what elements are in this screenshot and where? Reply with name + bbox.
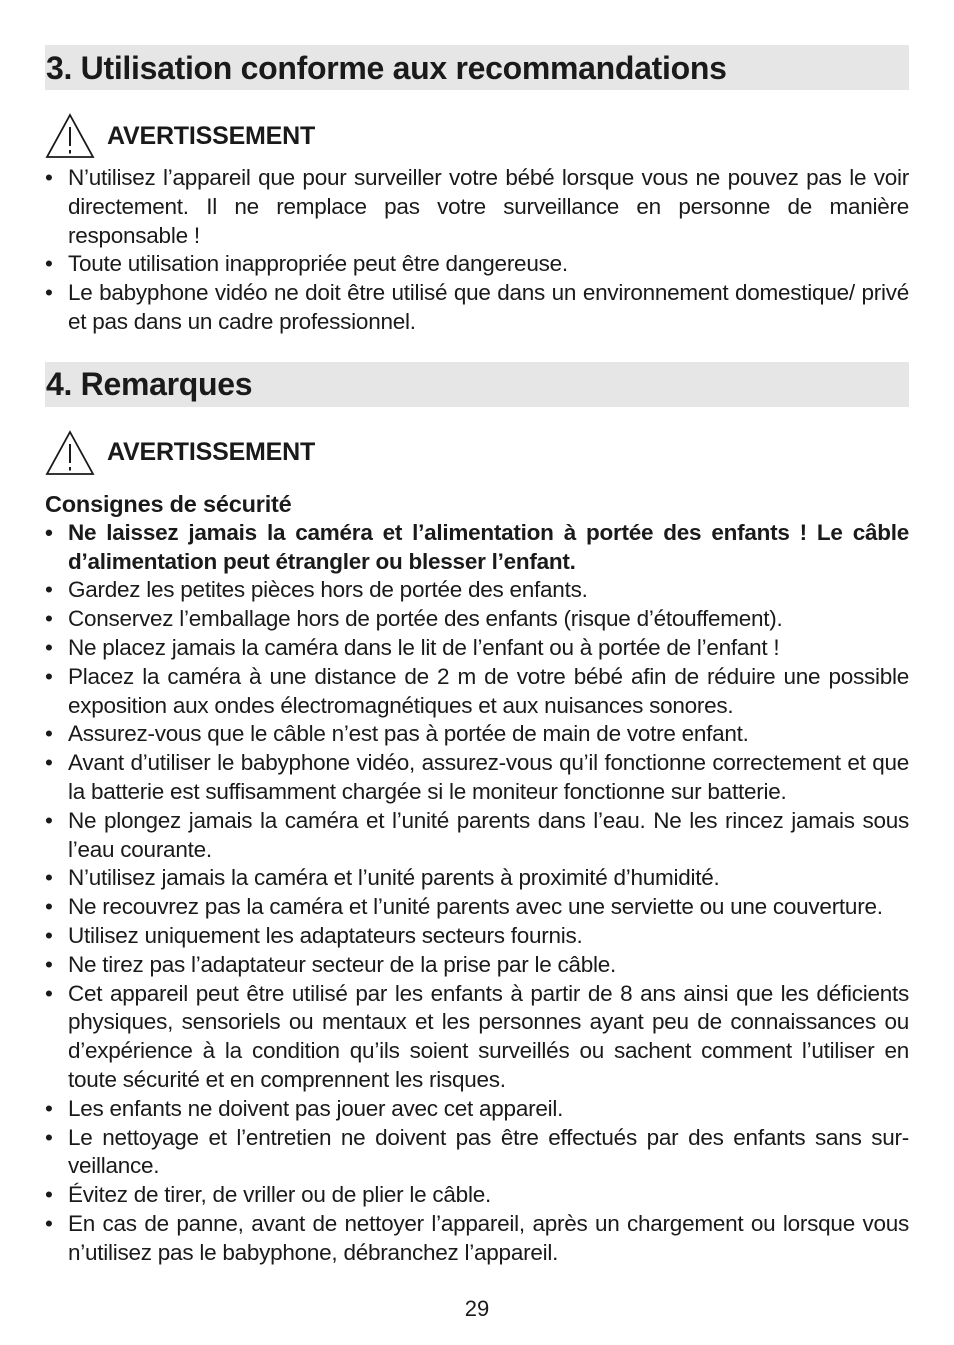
page-content bbox=[45, 45, 909, 1268]
section-3-list bbox=[45, 164, 909, 337]
page-number: 29 bbox=[464, 1296, 490, 1321]
list-item: • Ne placez jamais la caméra dans le lit de l’enfant ou à portée de l’enfant ! bbox=[45, 634, 909, 663]
section-4-list bbox=[45, 519, 909, 1268]
section-3-warning bbox=[45, 112, 909, 160]
list-item: • Le nettoyage et l’entretien ne doivent pas être effectués par des enfants sans sur- veillance. bbox=[45, 1124, 909, 1182]
section-3-title: 3. Utilisation conforme aux recommandations bbox=[46, 49, 727, 86]
list-item: • Gardez les petites pièces hors de portée des enfants. bbox=[45, 576, 909, 605]
list-item: • N’utilisez jamais la caméra et l’unité parents à proximité d’humidité. bbox=[45, 864, 909, 893]
list-item: • Le babyphone vidéo ne doit être utilisé que dans un environnement domestique/ privé et pas dans un cadre professionnel. bbox=[45, 279, 909, 337]
list-item-bold: • Ne laissez jamais la caméra et l’alimentation à portée des enfants ! Le câble d’alimentation peut étrangler ou blesser l’enfant. bbox=[45, 519, 909, 577]
list-item: • N’utilisez l’appareil que pour surveiller votre bébé lorsque vous ne pouvez pas le voir directement. Il ne remplace pas votre surveillance en personne de manière responsable ! bbox=[45, 164, 909, 250]
warning-label: AVERTISSEMENT bbox=[107, 438, 316, 467]
section-3-header bbox=[45, 45, 909, 90]
section-4-warning bbox=[45, 429, 909, 477]
list-item: • Toute utilisation inappropriée peut être dangereuse. bbox=[45, 250, 909, 279]
list-item: • Utilisez uniquement les adaptateurs secteurs fournis. bbox=[45, 922, 909, 951]
safety-subheading: Consignes de sécurité bbox=[45, 490, 292, 517]
section-4-title: 4. Remarques bbox=[46, 366, 253, 403]
list-item: • Ne tirez pas l’adaptateur secteur de la prise par le câble. bbox=[45, 951, 909, 980]
section-4-header bbox=[45, 362, 909, 407]
list-item: • Assurez-vous que le câble n’est pas à portée de main de votre enfant. bbox=[45, 720, 909, 749]
list-item: • Les enfants ne doivent pas jouer avec cet appareil. bbox=[45, 1095, 909, 1124]
list-item: • Placez la caméra à une distance de 2 m de votre bébé afin de réduire une possible exposition aux ondes électromagnétiques et aux nuisances sonores. bbox=[45, 663, 909, 721]
list-item: • Cet appareil peut être utilisé par les enfants à partir de 8 ans ainsi que les déficients physiques, sensoriels ou mentaux et les personnes ayant peu de connaissances ou d’expérience à la condition qu’ils soient surveillés ou sachent comment l’utiliser en toute sécurité et en comprennent les risques. bbox=[45, 980, 909, 1095]
list-item: • Évitez de tirer, de vriller ou de plier le câble. bbox=[45, 1181, 909, 1210]
list-item: • En cas de panne, avant de nettoyer l’appareil, après un chargement ou lorsque vous n’utilisez pas le babyphone, débranchez l’appareil. bbox=[45, 1210, 909, 1268]
list-item: • Conservez l’emballage hors de portée des enfants (risque d’étouffement). bbox=[45, 605, 909, 634]
list-item: • Ne recouvrez pas la caméra et l’unité parents avec une serviette ou une couverture. bbox=[45, 893, 909, 922]
warning-triangle-icon bbox=[45, 113, 95, 159]
warning-triangle-icon bbox=[45, 430, 95, 476]
list-item: • Avant d’utiliser le babyphone vidéo, assurez-vous qu’il fonctionne correctement et que la batterie est suffisamment chargée si le moniteur fonctionne sur batterie. bbox=[45, 749, 909, 807]
list-item: • Ne plongez jamais la caméra et l’unité parents dans l’eau. Ne les rincez jamais sous l’eau courante. bbox=[45, 807, 909, 865]
warning-label: AVERTISSEMENT bbox=[107, 121, 316, 150]
